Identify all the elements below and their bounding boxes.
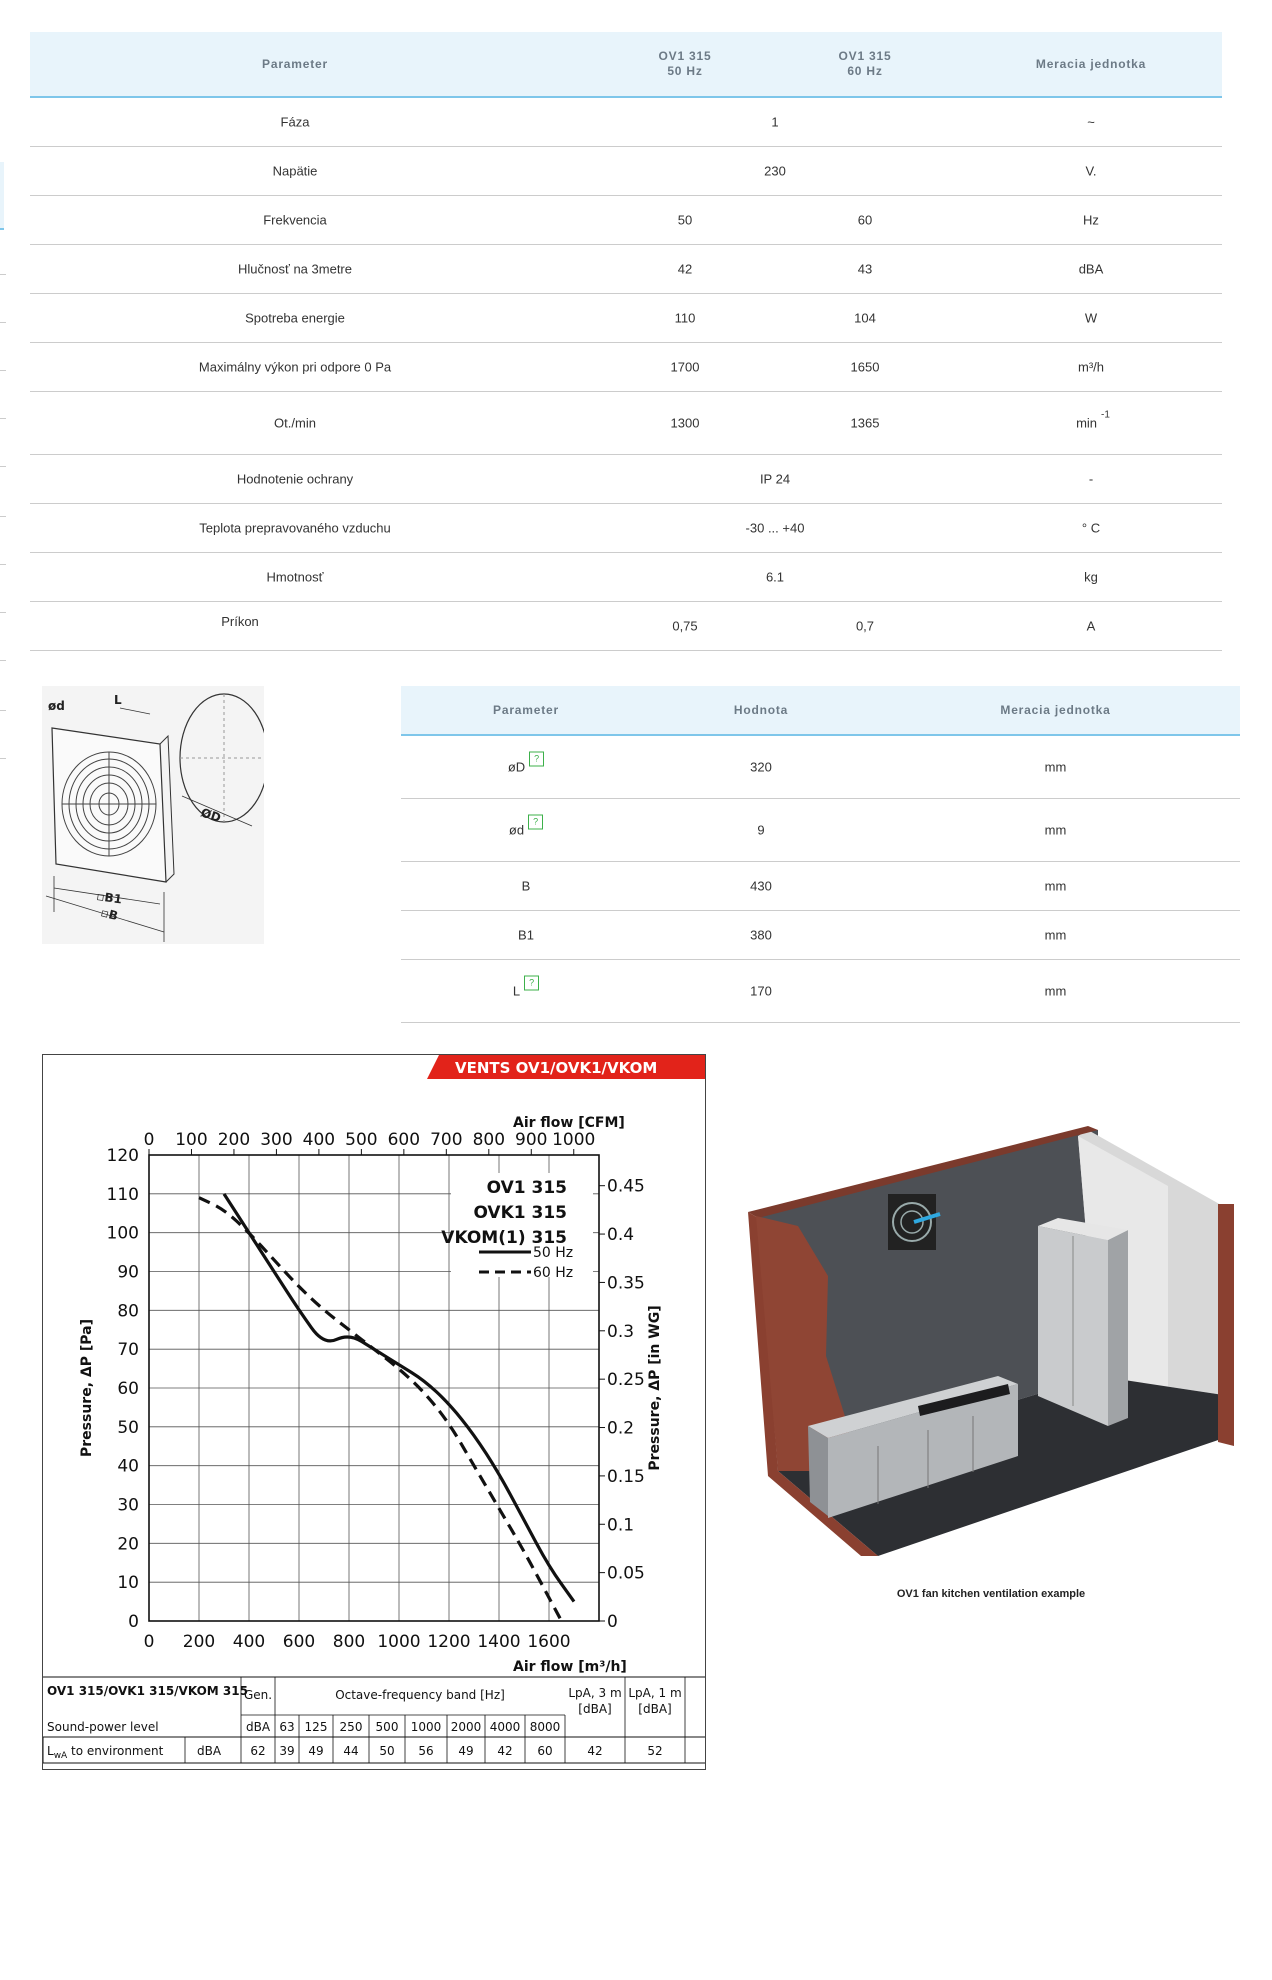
header-50hz-model: OV1 315 [658, 49, 712, 63]
x2-tick-label: 300 [260, 1130, 293, 1150]
spec-row [30, 602, 1222, 651]
spec-row [30, 147, 1222, 196]
sound-unit-cell: 125 [304, 1720, 328, 1734]
x-tick-label: 800 [332, 1632, 366, 1652]
sound-value-cell: 39 [279, 1744, 295, 1758]
x2-tick-label: 200 [217, 1130, 251, 1150]
dims-row [401, 960, 1240, 1023]
legend-entry: 50 Hz [533, 1245, 574, 1261]
y-axis-label: Pressure, ΔP [Pa] [79, 1319, 95, 1457]
dims-unit: mm [1044, 927, 1067, 943]
sound-unit-cell: 8000 [529, 1720, 561, 1734]
sound-row2-unit: dBA [196, 1744, 222, 1758]
performance-chart-svg [43, 1055, 705, 1769]
spec-param: Príkon [221, 614, 259, 629]
legend-title-line: OVK1 315 [473, 1203, 567, 1223]
spec-value-50hz: 42 [677, 261, 693, 277]
sound-row2-rest: to environment [67, 1744, 164, 1758]
sound-value-cell: 42 [497, 1744, 513, 1758]
edge-mark [0, 660, 6, 661]
spec-row [30, 392, 1222, 455]
x-tick-label: 200 [182, 1632, 216, 1652]
spec-row [30, 553, 1222, 602]
y-tick-label: 60 [117, 1379, 139, 1399]
dims-row [401, 799, 1240, 862]
dims-row [401, 862, 1240, 911]
sound-value-cell: 50 [379, 1744, 395, 1758]
label-D: ØD [199, 805, 223, 826]
sound-unit-cell: 500 [375, 1720, 399, 1734]
label-d: ød [48, 699, 65, 713]
dims-unit: mm [1044, 983, 1067, 999]
spec-unit [960, 570, 1222, 585]
kitchen-illustration [748, 1126, 1234, 1600]
spec-unit-text: - [1088, 471, 1094, 487]
y2-tick-label: 0.4 [607, 1225, 635, 1246]
spec-unit-text: kg [1084, 569, 1098, 585]
x2-tick-label: 0 [143, 1130, 155, 1150]
spec-unit-text: Hz [1083, 212, 1099, 228]
sound-row2-label: $L_{wA}$ to environment [47, 1744, 164, 1761]
edge-mark [0, 274, 6, 275]
dims-header-unit: Meracia jednotka [1000, 703, 1111, 717]
x-tick-label: 1000 [377, 1632, 421, 1652]
dims-unit: mm [1044, 822, 1067, 838]
sound-lpa1-unit: [dBA] [638, 1702, 672, 1716]
sound-value-cell: 42 [587, 1744, 603, 1758]
left-edge-bar [0, 162, 4, 230]
spec-unit [960, 409, 1222, 431]
sound-value-cell: 62 [250, 1744, 266, 1758]
dims-row [401, 911, 1240, 960]
sound-unit-cell: 63 [279, 1720, 295, 1734]
spec-param: Napätie [272, 163, 318, 179]
spec-value-60hz: 1365 [850, 415, 880, 431]
spec-unit-text: V. [1085, 163, 1097, 179]
sound-value-cell: 44 [343, 1744, 359, 1758]
sound-octave: Octave-frequency band [Hz] [335, 1688, 505, 1702]
spec-value-60hz: 1650 [850, 359, 880, 375]
sound-unit-cell: 4000 [489, 1720, 521, 1734]
dims-row [401, 736, 1240, 799]
x-tick-label: 1600 [527, 1632, 571, 1652]
edge-mark [0, 322, 6, 323]
spec-shared-value: IP 24 [759, 471, 791, 487]
spec-row [30, 343, 1222, 392]
sound-unit-cell: 2000 [450, 1720, 482, 1734]
sound-value-cell: 56 [418, 1744, 434, 1758]
help-icon[interactable]: ? [529, 752, 544, 767]
sound-lpa3-unit: [dBA] [578, 1702, 612, 1716]
spec-unit [960, 164, 1222, 179]
legend-title-line: VKOM(1) 315 [441, 1228, 567, 1248]
dims-param [401, 816, 651, 838]
y2-tick-label: 0.45 [607, 1176, 645, 1197]
x2-tick-label: 100 [175, 1130, 208, 1150]
x2-tick-label: 800 [472, 1130, 506, 1150]
spec-param: Maximálny výkon pri odpore 0 Pa [198, 359, 392, 375]
x-tick-label: 400 [232, 1632, 266, 1652]
spec-param: Frekvencia [263, 212, 327, 228]
dims-param-text: ød [508, 822, 525, 838]
spec-row [30, 98, 1222, 147]
label-B1: ▫B1 [95, 889, 123, 907]
x-tick-label: 600 [282, 1632, 316, 1652]
chart-title: VENTS OV1/OVK1/VKOM [455, 1059, 658, 1077]
spec-value-60hz: 104 [854, 310, 876, 326]
y-tick-label: 110 [106, 1184, 139, 1205]
spec-value-50hz: 0,75 [672, 618, 698, 634]
sound-value-cell: 52 [647, 1744, 663, 1758]
spec-unit-text: m³/h [1078, 359, 1104, 375]
edge-mark [0, 516, 6, 517]
y2-tick-label: 0.35 [607, 1273, 645, 1294]
dims-header-parameter: Parameter [493, 703, 559, 717]
x-tick-label: 1200 [427, 1632, 471, 1652]
label-L: L [114, 693, 122, 707]
spec-param: Hodnotenie ochrany [236, 471, 354, 487]
y2-tick-label: 0.25 [607, 1370, 645, 1391]
header-unit: Meracia jednotka [1035, 56, 1147, 71]
spec-value-50hz: 110 [674, 310, 696, 326]
legend-title-line: OV1 315 [486, 1178, 567, 1198]
y2-tick-label: 0.3 [607, 1321, 635, 1342]
y2-tick-label: 0.05 [607, 1563, 645, 1584]
y-tick-label: 100 [106, 1223, 139, 1244]
spec-row [30, 504, 1222, 553]
spec-row [30, 455, 1222, 504]
spec-unit-text: ~ [1087, 114, 1095, 130]
kitchen-caption: OV1 fan kitchen ventilation example [896, 1588, 1086, 1600]
header-60hz-model: OV1 315 [838, 49, 892, 63]
spec-row [30, 196, 1222, 245]
y2-tick-label: 0.1 [607, 1515, 635, 1536]
dims-param [401, 928, 651, 943]
spec-param: Spotreba energie [245, 310, 345, 326]
y-tick-label: 20 [117, 1534, 139, 1555]
header-parameter: Parameter [262, 56, 328, 71]
dims-param-text: L [512, 983, 521, 999]
y2-tick-label: 0.15 [607, 1466, 645, 1487]
y-tick-label: 30 [117, 1495, 139, 1516]
legend-entry: 60 Hz [533, 1265, 574, 1281]
spec-table-header [30, 32, 1222, 98]
sound-table-title: OV1 315/OVK1 315/VKOM 315 [47, 1684, 248, 1698]
y-tick-label: 120 [106, 1146, 139, 1166]
sound-unit-cell: dBA [245, 1720, 271, 1734]
spec-unit [960, 213, 1222, 228]
spec-unit [960, 521, 1222, 536]
y-tick-label: 10 [117, 1573, 139, 1594]
x-tick-label: 1400 [477, 1632, 521, 1652]
dims-table-header [401, 686, 1240, 736]
spec-unit [960, 311, 1222, 326]
edge-mark [0, 710, 6, 711]
header-60hz [770, 49, 960, 79]
spec-unit [960, 115, 1222, 130]
spec-value-50hz: 1700 [670, 359, 700, 375]
grill-rings [62, 752, 156, 856]
dims-value: 170 [750, 983, 772, 999]
sound-row1-label: Sound-power level [47, 1720, 159, 1734]
spec-unit-text: dBA [1078, 261, 1104, 277]
spec-unit-text: ° C [1081, 520, 1101, 536]
dims-param [401, 753, 651, 775]
dims-value: 380 [750, 927, 772, 943]
spec-unit-text: A [1086, 618, 1096, 634]
x2-tick-label: 400 [302, 1130, 336, 1150]
spec-param: Teplota prepravovaného vzduchu [199, 520, 391, 536]
spec-unit-text: min [1076, 415, 1098, 431]
dims-param [401, 977, 651, 999]
dims-value: 320 [750, 759, 772, 775]
sound-lpa3: LpA, 3 m [568, 1686, 622, 1700]
sound-unit-cell: 250 [339, 1720, 363, 1734]
spec-unit [960, 262, 1222, 277]
spec-unit [960, 360, 1222, 375]
spec-unit [960, 619, 1222, 634]
x-axis-label: Air flow [m³/h] [513, 1659, 627, 1675]
dims-param [401, 879, 651, 894]
y2-tick-label: 0.2 [607, 1418, 635, 1439]
edge-mark [0, 612, 6, 613]
spec-param: Fáza [280, 114, 310, 130]
x2-axis-label: Air flow [CFM] [513, 1115, 625, 1131]
sound-value-cell: 49 [308, 1744, 324, 1758]
dims-table [401, 686, 1240, 1023]
sound-value-cell: 60 [537, 1744, 553, 1758]
kitchen-svg [748, 1126, 1234, 1556]
y2-tick-label: 0 [607, 1612, 618, 1632]
performance-chart [42, 1054, 706, 1770]
dims-unit: mm [1044, 759, 1067, 775]
sound-value-cell: 49 [458, 1744, 474, 1758]
label-B: ▫B [99, 905, 120, 924]
spec-param: Ot./min [274, 415, 316, 431]
edge-mark [0, 370, 6, 371]
y-tick-label: 70 [117, 1340, 139, 1361]
header-60hz-freq: 60 Hz [847, 64, 883, 78]
edge-mark [0, 758, 6, 759]
sound-unit-cell: 1000 [410, 1720, 442, 1734]
spec-value-50hz: 50 [677, 212, 693, 228]
fan-drawing-svg [42, 686, 264, 944]
edge-mark [0, 564, 6, 565]
spec-param: Hlučnosť na 3metre [238, 261, 352, 277]
spec-param: Hmotnosť [266, 569, 324, 585]
y-tick-label: 40 [117, 1456, 139, 1477]
x2-tick-label: 1000 [552, 1130, 596, 1150]
y-tick-label: 0 [128, 1612, 139, 1632]
spec-value-60hz: 43 [857, 261, 873, 277]
spec-row [30, 245, 1222, 294]
x2-tick-label: 500 [345, 1130, 378, 1150]
x2-tick-label: 900 [515, 1130, 548, 1150]
edge-mark [0, 418, 6, 419]
spec-shared-value: 6.1 [765, 569, 785, 585]
dims-unit: mm [1044, 878, 1067, 894]
fan-drawing [42, 686, 264, 944]
spec-row [30, 294, 1222, 343]
dims-param-text: øD [507, 759, 526, 775]
dims-value: 9 [757, 822, 765, 838]
spec-shared-value: 230 [764, 163, 786, 179]
y-tick-label: 90 [117, 1262, 139, 1283]
x-tick-label: 0 [143, 1632, 155, 1652]
y-tick-label: 80 [117, 1301, 139, 1322]
dims-param-text: B1 [518, 927, 534, 943]
dims-param-text: B [521, 878, 531, 894]
spec-value-60hz: 60 [857, 212, 873, 228]
help-icon[interactable]: ? [528, 815, 543, 830]
y-tick-label: 50 [117, 1417, 139, 1438]
header-50hz-freq: 50 Hz [667, 64, 703, 78]
y2-axis-label: Pressure, ΔP [in WG] [647, 1305, 663, 1471]
dims-value: 430 [750, 878, 772, 894]
spec-rows [30, 98, 1222, 651]
sound-row2-sub: wA [53, 1751, 68, 1761]
spec-value-50hz: 1300 [670, 415, 700, 431]
spec-unit-sup: -1 [1101, 409, 1110, 421]
edge-mark [0, 466, 6, 467]
dims-header-value: Hodnota [733, 703, 789, 717]
dims-rows [401, 736, 1240, 1023]
spec-shared-value: 1 [771, 114, 779, 130]
spec-shared-value: -30 ... +40 [745, 520, 805, 536]
x2-tick-label: 600 [387, 1130, 421, 1150]
spec-value-60hz: 0,7 [855, 618, 875, 634]
spec-table [30, 32, 1222, 651]
sound-gen: Gen. [243, 1688, 273, 1702]
spec-unit [960, 472, 1222, 487]
sound-lpa1: LpA, 1 m [628, 1686, 682, 1700]
x2-tick-label: 700 [430, 1130, 463, 1150]
header-50hz [590, 49, 780, 79]
spec-unit-text: W [1084, 310, 1098, 326]
help-icon[interactable]: ? [524, 976, 539, 991]
